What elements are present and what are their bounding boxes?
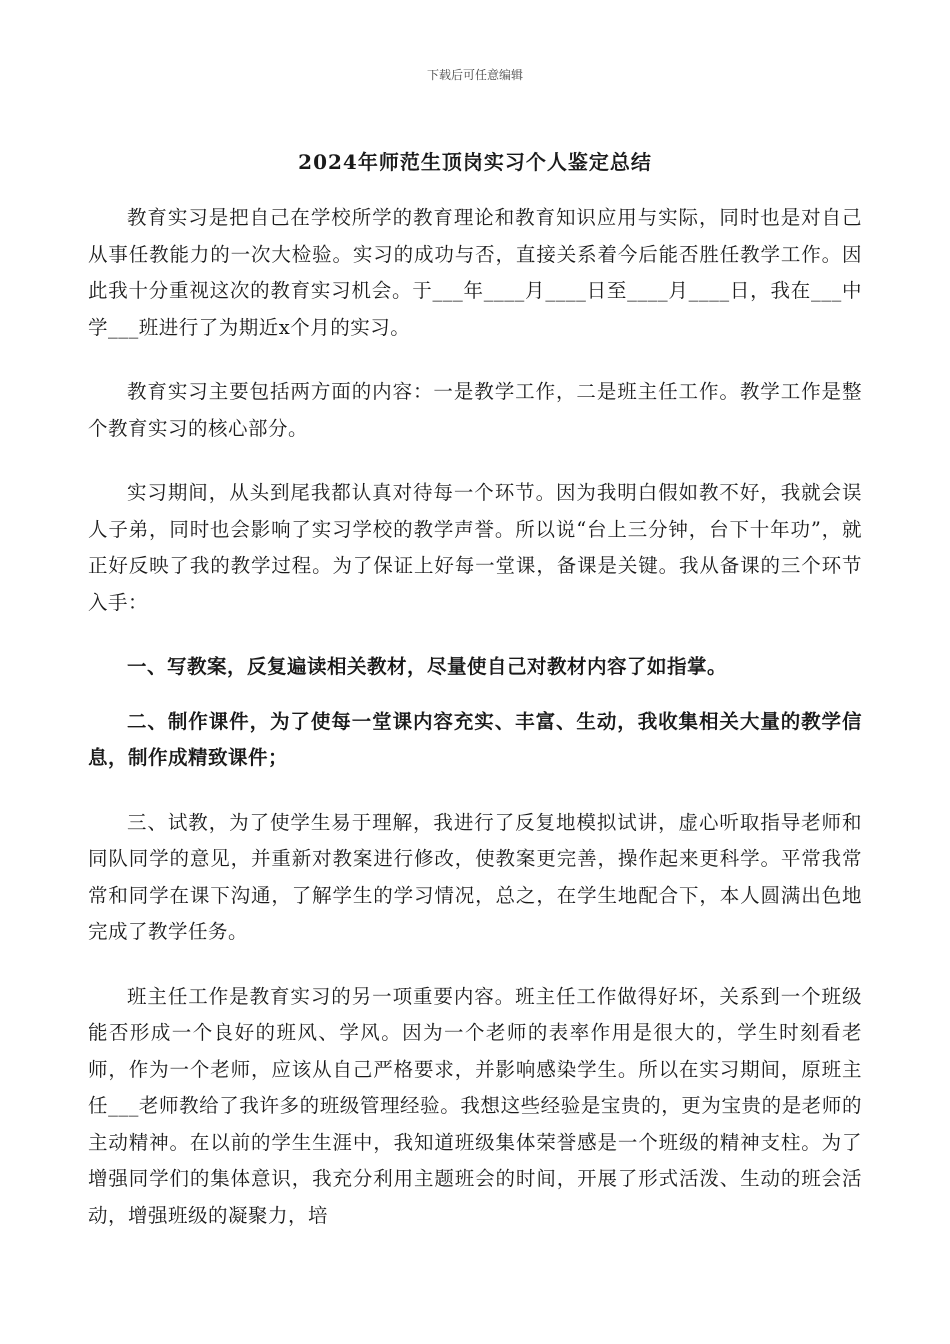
page-title: 2024年师范生顶岗实习个人鉴定总结 — [298, 150, 652, 174]
header-note: 下载后可任意编辑 — [426, 68, 523, 82]
paragraph-step-one: 一、写教案，反复遍读相关教材，尽量使自己对教材内容了如指掌。 — [127, 655, 728, 678]
paragraph-step-two: 二、制作课件，为了使每一堂课内容充实、丰富、生动，我收集相关大量的教学信息，制作成精致课件； — [88, 709, 862, 769]
paragraph-internship-period: 实习期间，从头到尾我都认真对待每一个环节。因为我明白假如教不好，我就会误人子弟，同时也会影响了实习学校的教学声誉。所以说“台上三分钟，台下十年功”，就正好反映了我的教学过程。为了保证上好每一堂课，备课是关键。我从备课的三个环节入手： — [88, 481, 862, 614]
paragraph-class-teacher: 班主任工作是教育实习的另一项重要内容。班主任工作做得好坏，关系到一个班级能否形成一个良好的班风、学风。因为一个老师的表率作用是很大的，学生时刻看老师，作为一个老师，应该从自己严格要求，并影响感染学生。所以在实习期间，原班主任___老师教给了我许多的班级管理经验。我想这些经验是宝贵的，更为宝贵的是老师的主动精神。在以前的学生生涯中，我知道班级集体荣誉感是一个班级的精神支柱。为了增强同学们的集体意识，我充分利用主题班会的时间，开展了形式活泼、生动的班会活动，增强班级的凝聚力，培 — [88, 984, 862, 1227]
document-body — [88, 200, 862, 1262]
paragraph-content-overview: 教育实习主要包括两方面的内容：一是教学工作，二是班主任工作。教学工作是整个教育实习的核心部分。 — [88, 380, 862, 440]
paragraph-step-three: 三、试教，为了使学生易于理解，我进行了反复地模拟试讲，虚心听取指导老师和同队同学的意见，并重新对教案进行修改，使教案更完善，操作起来更科学。平常我常常和同学在课下沟通，了解学生的学习情况，总之，在学生地配合下，本人圆满出色地完成了教学任务。 — [88, 810, 862, 943]
paragraph-intro: 教育实习是把自己在学校所学的教育理论和教育知识应用与实际，同时也是对自己从事任教能力的一次大检验。实习的成功与否，直接关系着今后能否胜任教学工作。因此我十分重视这次的教育实习机会。于___年____月____日至____月____日，我在___中学___班进行了为期近x个月的实习。 — [88, 206, 862, 339]
